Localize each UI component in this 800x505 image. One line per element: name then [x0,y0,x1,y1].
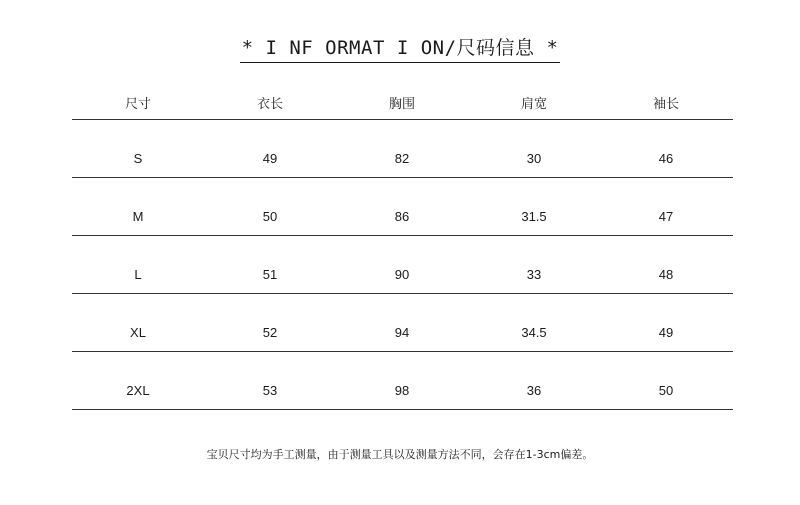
table-row-xl [72,294,733,352]
header-sleeve: 袖长 [652,97,679,112]
cell-size: L [134,267,142,282]
cell-sleeve: 49 [658,325,674,340]
cell-length: 52 [262,325,278,340]
header-chest: 胸围 [388,97,415,112]
cell-chest: 94 [394,325,410,340]
title-container [0,36,800,63]
table-row-s [72,120,733,178]
cell-length: 50 [262,209,278,224]
header-shoulder: 肩宽 [520,97,547,112]
table-header-row [72,90,733,120]
cell-sleeve: 48 [658,267,674,282]
cell-shoulder: 33 [526,267,542,282]
page-title: * I NF ORMAT I ON/尺码信息 * [240,36,561,63]
cell-length: 49 [262,151,278,166]
cell-size: S [133,151,143,166]
cell-sleeve: 47 [658,209,674,224]
cell-chest: 90 [394,267,410,282]
cell-sleeve: 50 [658,383,674,398]
cell-size: XL [130,325,146,340]
cell-shoulder: 34.5 [521,325,547,340]
table-row-m [72,178,733,236]
cell-shoulder: 31.5 [521,209,547,224]
table-row-2xl [72,352,733,410]
header-length: 衣长 [256,97,283,112]
cell-shoulder: 30 [526,151,542,166]
cell-sleeve: 46 [658,151,674,166]
header-size: 尺寸 [124,97,151,112]
cell-length: 53 [262,383,278,398]
table-row-l [72,236,733,294]
cell-chest: 98 [394,383,410,398]
cell-chest: 86 [394,209,410,224]
cell-size: M [132,209,144,224]
measurement-note: 宝贝尺寸均为手工测量，由于测量工具以及测量方法不同，会存在1-3cm偏差。 [206,448,594,461]
cell-length: 51 [262,267,278,282]
cell-shoulder: 36 [526,383,542,398]
size-table [72,90,733,410]
cell-size: 2XL [126,383,150,398]
cell-chest: 82 [394,151,410,166]
